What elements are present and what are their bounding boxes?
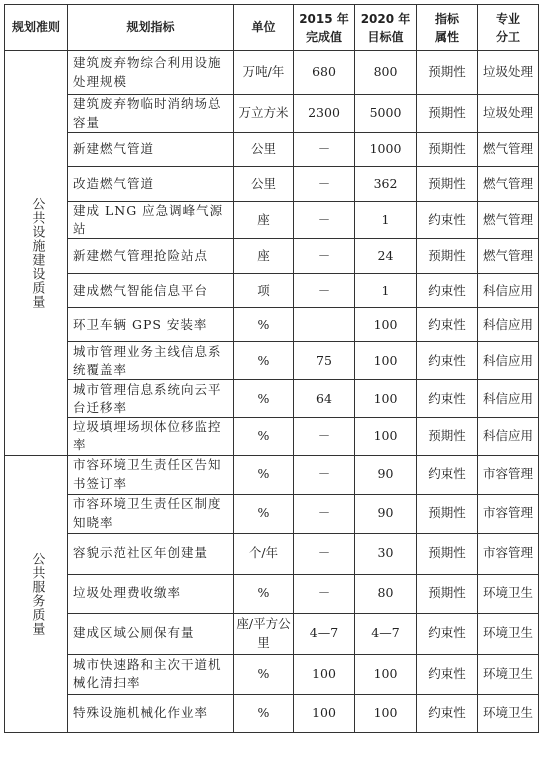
table-row [5,239,539,274]
value-2020-cell: 30 [355,533,417,574]
table-row [5,202,539,239]
department-cell: 科信应用 [478,418,539,455]
value-2015-cell: 75 [294,342,355,380]
table-row [5,274,539,308]
value-2020-cell: 90 [355,455,417,494]
unit-cell: 项 [234,274,294,308]
indicator-cell: 环卫车辆 GPS 安装率 [68,308,234,342]
table-row [5,342,539,380]
header-attribute: 指标 属性 [417,5,478,51]
unit-cell: 座 [234,239,294,274]
value-2020-cell: 80 [355,574,417,613]
attribute-cell: 约束性 [417,455,478,494]
department-cell: 科信应用 [478,380,539,418]
value-2015-cell: － [294,455,355,494]
value-2015-cell: － [294,418,355,455]
indicator-cell: 城市管理业务主线信息系统覆盖率 [68,342,234,380]
value-2020-cell: 5000 [355,95,417,133]
unit-cell: % [234,654,294,694]
attribute-cell: 约束性 [417,380,478,418]
table-row [5,694,539,732]
value-2015-cell: 100 [294,694,355,732]
value-2015-cell: 4—7 [294,613,355,654]
value-2015-cell: － [294,167,355,202]
value-2015-cell: － [294,202,355,239]
table-row [5,51,539,95]
value-2015-cell: － [294,239,355,274]
value-2020-cell: 800 [355,51,417,95]
department-cell: 燃气管理 [478,167,539,202]
department-cell: 环境卫生 [478,694,539,732]
indicator-cell: 城市快速路和主次干道机械化清扫率 [68,654,234,694]
header-2020: 2020 年 目标值 [355,5,417,51]
value-2015-cell: － [294,133,355,167]
value-2020-cell: 1000 [355,133,417,167]
value-2015-cell: － [294,494,355,533]
attribute-cell: 预期性 [417,239,478,274]
attribute-cell: 预期性 [417,51,478,95]
attribute-cell: 预期性 [417,494,478,533]
unit-cell: % [234,380,294,418]
department-cell: 市容管理 [478,494,539,533]
value-2020-cell: 100 [355,418,417,455]
indicator-cell: 容貌示范社区年创建量 [68,533,234,574]
table-row [5,133,539,167]
unit-cell: 万吨/年 [234,51,294,95]
value-2015-cell: 100 [294,654,355,694]
attribute-cell: 预期性 [417,133,478,167]
table-row [5,308,539,342]
unit-cell: % [234,455,294,494]
value-2020-cell: 100 [355,694,417,732]
department-cell: 环境卫生 [478,654,539,694]
header-2015: 2015 年 完成值 [294,5,355,51]
department-cell: 市容管理 [478,533,539,574]
department-cell: 科信应用 [478,274,539,308]
table-row [5,455,539,494]
department-cell: 环境卫生 [478,574,539,613]
department-cell: 垃圾处理 [478,95,539,133]
unit-cell: % [234,308,294,342]
attribute-cell: 约束性 [417,613,478,654]
table-row [5,95,539,133]
value-2015-cell: － [294,574,355,613]
attribute-cell: 预期性 [417,167,478,202]
table-row [5,533,539,574]
indicator-cell: 市容环境卫生责任区制度知晓率 [68,494,234,533]
unit-cell: % [234,694,294,732]
attribute-cell: 约束性 [417,694,478,732]
department-cell: 市容管理 [478,455,539,494]
department-cell: 科信应用 [478,342,539,380]
table-row [5,167,539,202]
department-cell: 燃气管理 [478,202,539,239]
value-2015-cell: － [294,533,355,574]
header-indicator: 规划指标 [68,5,234,51]
indicator-cell: 建成燃气智能信息平台 [68,274,234,308]
unit-cell: 公里 [234,167,294,202]
value-2020-cell: 362 [355,167,417,202]
table-row [5,418,539,455]
table-row [5,574,539,613]
header-unit: 单位 [234,5,294,51]
unit-cell: 座/平方公里 [234,613,294,654]
unit-cell: 万立方米 [234,95,294,133]
attribute-cell: 预期性 [417,95,478,133]
value-2020-cell: 100 [355,380,417,418]
department-cell: 科信应用 [478,308,539,342]
value-2015-cell: 680 [294,51,355,95]
department-cell: 垃圾处理 [478,51,539,95]
unit-cell: 座 [234,202,294,239]
attribute-cell: 预期性 [417,533,478,574]
table-row [5,380,539,418]
attribute-cell: 约束性 [417,202,478,239]
indicator-cell: 垃圾处理费收缴率 [68,574,234,613]
unit-cell: % [234,494,294,533]
attribute-cell: 约束性 [417,342,478,380]
table-row [5,494,539,533]
planning-indicator-table [4,4,539,733]
value-2020-cell: 100 [355,308,417,342]
header-row [5,5,539,51]
value-2015-cell: 64 [294,380,355,418]
indicator-cell: 城市管理信息系统向云平台迁移率 [68,380,234,418]
value-2020-cell: 90 [355,494,417,533]
attribute-cell: 约束性 [417,274,478,308]
header-department: 专业 分工 [478,5,539,51]
category-cell: 公共服务质量 [5,455,68,732]
indicator-cell: 新建燃气管理抢险站点 [68,239,234,274]
indicator-cell: 垃圾填埋场坝体位移监控率 [68,418,234,455]
table-row [5,613,539,654]
value-2020-cell: 24 [355,239,417,274]
value-2020-cell: 1 [355,202,417,239]
attribute-cell: 约束性 [417,308,478,342]
attribute-cell: 预期性 [417,418,478,455]
value-2020-cell: 100 [355,342,417,380]
unit-cell: 公里 [234,133,294,167]
value-2015-cell [294,308,355,342]
unit-cell: 个/年 [234,533,294,574]
indicator-cell: 建成 LNG 应急调峰气源站 [68,202,234,239]
unit-cell: % [234,574,294,613]
indicator-cell: 建筑废弃物临时消纳场总容量 [68,95,234,133]
attribute-cell: 预期性 [417,574,478,613]
value-2015-cell: － [294,274,355,308]
table-row [5,654,539,694]
department-cell: 燃气管理 [478,239,539,274]
indicator-cell: 建筑废弃物综合利用设施处理规模 [68,51,234,95]
indicator-cell: 建成区域公厕保有量 [68,613,234,654]
value-2015-cell: 2300 [294,95,355,133]
attribute-cell: 约束性 [417,654,478,694]
unit-cell: % [234,418,294,455]
header-category: 规划准则 [5,5,68,51]
indicator-cell: 改造燃气管道 [68,167,234,202]
value-2020-cell: 1 [355,274,417,308]
unit-cell: % [234,342,294,380]
indicator-cell: 特殊设施机械化作业率 [68,694,234,732]
category-cell: 公共设施建设质量 [5,51,68,456]
value-2020-cell: 4—7 [355,613,417,654]
department-cell: 环境卫生 [478,613,539,654]
indicator-cell: 新建燃气管道 [68,133,234,167]
indicator-cell: 市容环境卫生责任区告知书签订率 [68,455,234,494]
department-cell: 燃气管理 [478,133,539,167]
value-2020-cell: 100 [355,654,417,694]
